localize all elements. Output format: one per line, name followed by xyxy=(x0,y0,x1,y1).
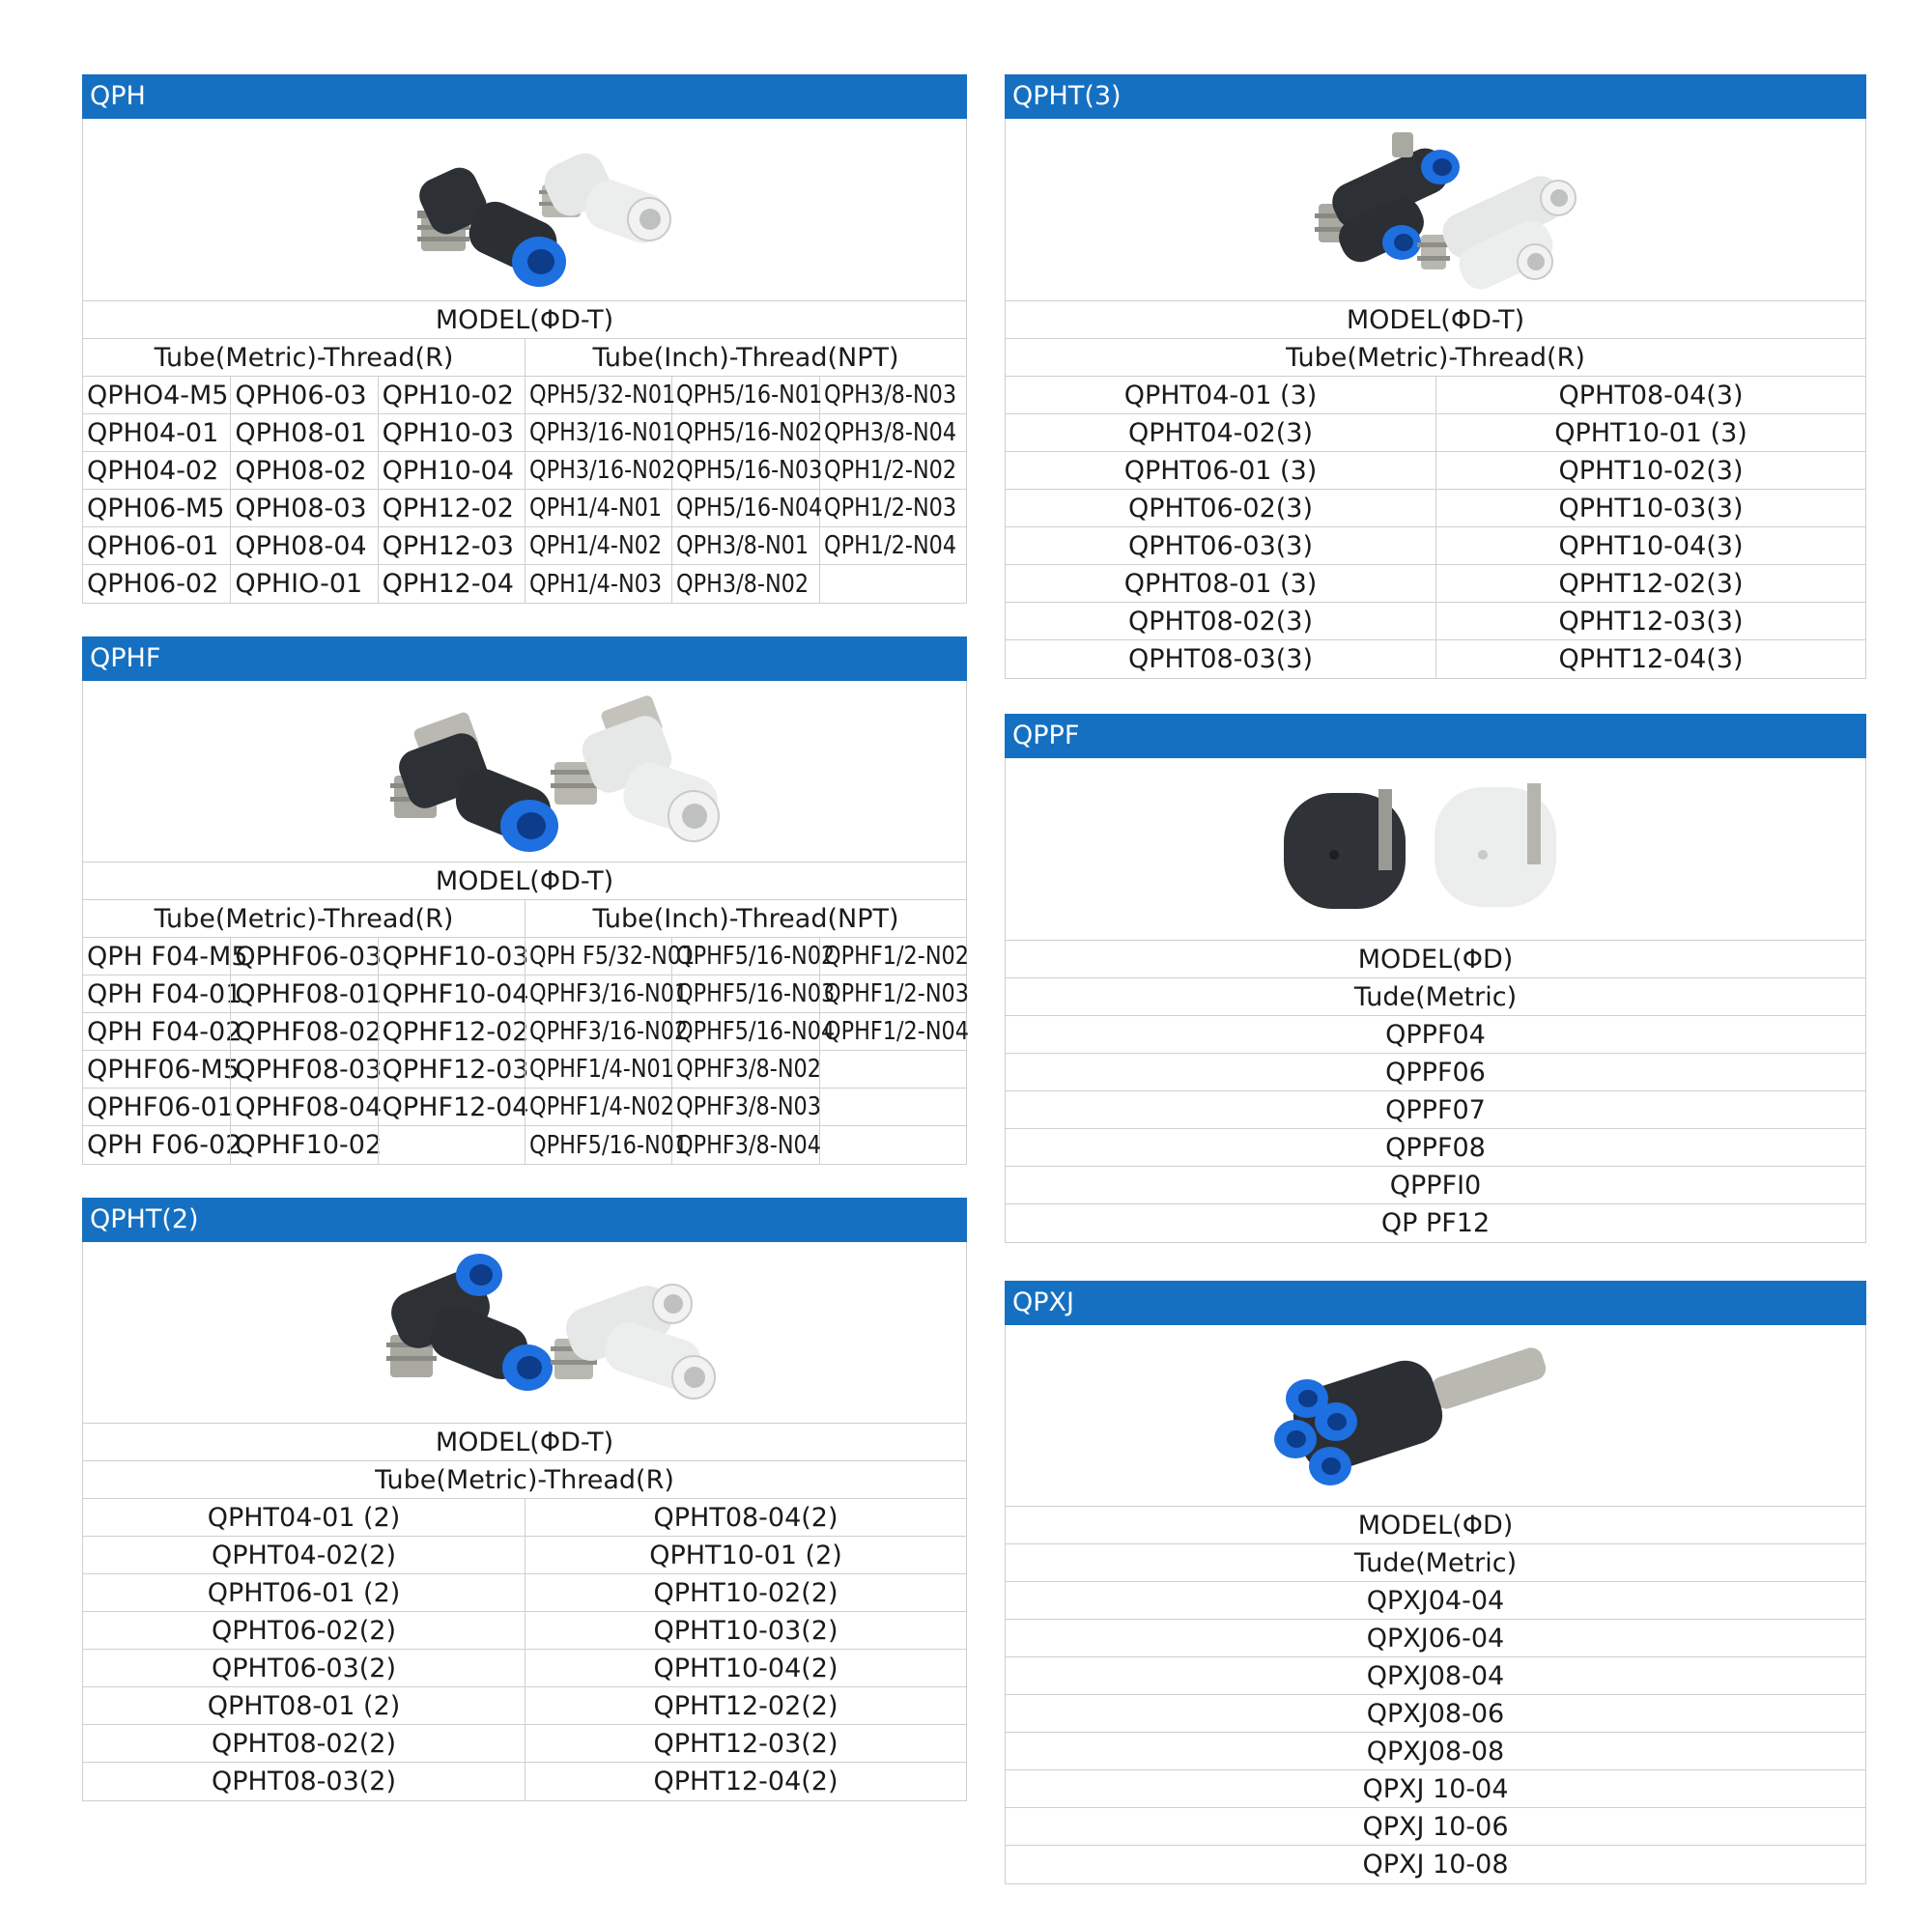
qph-cell xyxy=(671,527,818,564)
qpht2-cell: QPHT08-03(2) xyxy=(211,1767,397,1796)
qph-cell-text: QPH08-01 xyxy=(235,417,367,448)
qpht2-cell: QPHT08-02(2) xyxy=(211,1728,397,1759)
qphf-fittings-illustration xyxy=(83,681,966,862)
qpht3-row xyxy=(1006,565,1865,603)
qpxj-header-row xyxy=(1006,1544,1865,1582)
qpht2-panel xyxy=(82,1198,967,1801)
qpht3-row xyxy=(1006,527,1865,565)
qphf-cell xyxy=(525,1089,674,1125)
qphf-cell-text: QPHF10-03 xyxy=(382,941,529,972)
qppf-data-rows xyxy=(1006,1016,1865,1242)
qphf-cell-text: QPHF08-01 xyxy=(235,978,383,1009)
qphf-cell xyxy=(819,1051,966,1088)
qph-cell-text: QPH10-04 xyxy=(382,455,514,486)
qphf-cell xyxy=(819,1126,966,1164)
qpht3-model-label: MODEL(ΦD-T) xyxy=(1346,304,1525,335)
qppf-product-image xyxy=(1006,758,1865,941)
qph-cell xyxy=(378,527,525,564)
qphf-cell-text: QPH F04-01 xyxy=(87,978,242,1009)
qpht2-cell: QPHT06-03(2) xyxy=(211,1653,397,1683)
qph-cell-text: QPH1/2-N03 xyxy=(823,494,956,523)
qphf-table xyxy=(82,681,967,1165)
qppf-white-plug-icon xyxy=(1435,783,1556,907)
qpxj-cell: QPXJ06-04 xyxy=(1366,1623,1505,1654)
qppf-metric-header: Tude(Metric) xyxy=(1353,981,1518,1012)
qpht2-cell: QPHT08-04(2) xyxy=(525,1499,966,1536)
qph-cell xyxy=(378,452,525,489)
qphf-cell xyxy=(378,976,529,1012)
qpht3-row xyxy=(1006,414,1865,452)
qpxj-fitting-illustration xyxy=(1006,1325,1865,1506)
qpht3-cell: QPHT08-01 (3) xyxy=(1123,568,1318,599)
qphf-cell-text: QPHF08-04 xyxy=(235,1091,383,1122)
qpht2-title-bar: QPHT(2) xyxy=(82,1198,967,1242)
qpxj-cell: QPXJ08-04 xyxy=(1366,1660,1505,1691)
qphf-cell-text: QPHF1/4-N01 xyxy=(528,1055,674,1084)
qph-cell xyxy=(819,414,966,451)
qphf-panel xyxy=(82,636,967,1165)
qpxj-cell: QPXJ 10-08 xyxy=(1362,1850,1509,1880)
qph-cell-text: QPH06-03 xyxy=(235,380,367,410)
qph-cell-text: QPH3/16-N01 xyxy=(528,418,676,447)
qpht2-row xyxy=(83,1725,966,1763)
qppf-row xyxy=(1006,1016,1865,1054)
qph-cell-text: QPH10-02 xyxy=(382,380,514,410)
qph-cell xyxy=(525,414,676,451)
qphf-model-label: MODEL(ΦD-T) xyxy=(435,865,614,896)
qphf-data-rows xyxy=(83,938,969,1164)
qphf-cell-text: QPHF1/2-N03 xyxy=(823,979,969,1008)
qpht2-cell: QPHT12-04(2) xyxy=(525,1763,966,1800)
qph-cell-text: QPHIO-01 xyxy=(235,569,363,599)
qpht3-cell: QPHT08-04(3) xyxy=(1435,377,1865,413)
qpxj-row xyxy=(1006,1657,1865,1695)
qph-cell xyxy=(83,527,230,564)
qpxj-cell: QPXJ 10-06 xyxy=(1362,1811,1509,1842)
qppf-model-label: MODEL(ΦD) xyxy=(1357,944,1514,975)
qph-cell xyxy=(525,565,671,603)
qpxj-product-image xyxy=(1006,1325,1865,1507)
qph-cell xyxy=(230,490,377,526)
qphf-cell xyxy=(671,976,836,1012)
qph-cell-text: QPH12-02 xyxy=(382,493,514,523)
qphf-cell xyxy=(230,1089,383,1125)
qphf-cell-text: QPHF3/16-N01 xyxy=(528,979,689,1008)
qpht3-panel xyxy=(1005,74,1866,679)
qphf-cell-text: QPHF08-02 xyxy=(235,1016,383,1047)
qpht3-header-row xyxy=(1006,339,1865,377)
qppf-table xyxy=(1005,758,1866,1243)
qpht3-model-row xyxy=(1006,301,1865,339)
qphf-cell xyxy=(819,976,969,1012)
qphf-cell xyxy=(230,976,383,1012)
qphf-cell-text: QPHF3/8-N04 xyxy=(676,1130,822,1160)
qpht2-cell: QPHT10-01 (2) xyxy=(525,1537,966,1573)
qphf-cell-text: QPHF08-03 xyxy=(235,1054,383,1085)
qpht3-title-bar: QPHT(3) xyxy=(1005,74,1866,119)
qphf-cell xyxy=(378,1089,529,1125)
qph-cell xyxy=(83,565,230,603)
qphf-row xyxy=(83,1013,969,1051)
qpxj-data-rows xyxy=(1006,1582,1865,1883)
qph-row xyxy=(83,527,966,565)
qph-cell-text: QPH5/32-N01 xyxy=(528,381,676,410)
qphf-cell-text: QPHF5/16-N02 xyxy=(676,942,836,971)
qphf-cell-text: QPHF06-M5 xyxy=(87,1054,240,1085)
qppf-row xyxy=(1006,1204,1865,1242)
qpxj-row xyxy=(1006,1846,1865,1883)
qpht2-black-fitting-icon xyxy=(384,1254,553,1391)
qph-cell xyxy=(671,490,823,526)
qphf-cell-text: QPHF1/2-N02 xyxy=(823,942,969,971)
qpht3-row xyxy=(1006,490,1865,527)
qpht3-cell: QPHT12-04(3) xyxy=(1435,640,1865,678)
qpht2-cell: QPHT06-01 (2) xyxy=(207,1577,401,1608)
qphf-cell-text: QPHF5/16-N01 xyxy=(528,1130,689,1160)
qppf-model-row xyxy=(1006,941,1865,978)
qph-cell xyxy=(819,565,966,603)
qphf-cell xyxy=(83,1013,242,1050)
qphf-row xyxy=(83,1089,966,1126)
qph-row xyxy=(83,490,966,527)
qph-model-label: MODEL(ΦD-T) xyxy=(435,304,614,335)
qphf-cell-text: QPHF5/16-N04 xyxy=(676,1017,836,1046)
qph-metric-header: Tube(Metric)-Thread(R) xyxy=(154,342,454,373)
qpxj-cell: QPXJ04-04 xyxy=(1366,1585,1505,1616)
qph-cell-text: QPH08-02 xyxy=(235,455,367,486)
qph-cell xyxy=(83,490,230,526)
qph-product-image xyxy=(83,119,966,301)
qph-cell xyxy=(230,452,377,489)
qpht3-product-image xyxy=(1006,119,1865,301)
qpht3-cell: QPHT06-02(3) xyxy=(1127,493,1314,523)
qppf-plugs-illustration xyxy=(1006,758,1865,940)
qpht3-data-rows xyxy=(1006,377,1865,678)
qpht3-row xyxy=(1006,603,1865,640)
qpxj-fitting-icon xyxy=(1274,1344,1548,1485)
qph-cell-text: QPH5/16-N04 xyxy=(676,494,823,523)
qpht2-fittings-illustration xyxy=(83,1242,966,1423)
qphf-cell xyxy=(671,1089,822,1125)
qpht2-white-fitting-icon xyxy=(551,1280,715,1399)
qphf-cell xyxy=(525,1013,689,1050)
qpht2-row xyxy=(83,1763,966,1800)
qphf-cell-text: QPH F04-02 xyxy=(87,1016,242,1047)
qph-cell-text: QPH3/8-N01 xyxy=(676,531,810,560)
qphf-cell xyxy=(230,1013,383,1050)
qphf-cell xyxy=(378,938,529,975)
qph-cell-text: QPHO4-M5 xyxy=(87,380,229,410)
qphf-cell xyxy=(671,1013,836,1050)
qphf-cell xyxy=(671,1051,822,1088)
qppf-black-plug-icon xyxy=(1284,789,1406,909)
qppf-row xyxy=(1006,1091,1865,1129)
qphf-row xyxy=(83,976,969,1013)
qph-fittings-illustration xyxy=(83,119,966,300)
qphf-cell-text: QPHF1/4-N02 xyxy=(528,1092,674,1121)
qph-cell-text: QPH1/2-N02 xyxy=(823,456,956,485)
qppf-cell: QPPF07 xyxy=(1385,1094,1486,1125)
qphf-cell xyxy=(83,1126,242,1164)
qppf-row xyxy=(1006,1129,1865,1167)
qph-cell-text: QPH06-02 xyxy=(87,569,219,599)
qpht2-model-row xyxy=(83,1424,966,1461)
qpht3-row xyxy=(1006,377,1865,414)
qph-title-bar: QPH xyxy=(82,74,967,119)
qph-cell xyxy=(230,377,377,413)
qpht2-model-label: MODEL(ΦD-T) xyxy=(435,1427,614,1457)
qpht3-cell: QPHT10-02(3) xyxy=(1435,452,1865,489)
qphf-cell xyxy=(378,1126,525,1164)
qpht3-cell: QPHT04-02(3) xyxy=(1127,417,1314,448)
qphf-row xyxy=(83,938,969,976)
qpht2-product-image xyxy=(83,1242,966,1424)
qpxj-cell: QPXJ08-06 xyxy=(1366,1698,1505,1729)
qpht2-row xyxy=(83,1687,966,1725)
qpht2-cell: QPHT04-01 (2) xyxy=(207,1502,401,1533)
qph-cell-text: QPH06-M5 xyxy=(87,493,225,523)
qphf-cell-text: QPH F04-M5 xyxy=(87,941,248,972)
qpxj-row xyxy=(1006,1620,1865,1657)
qph-cell-text: QPH1/4-N01 xyxy=(528,494,663,523)
qph-cell-text: QPH1/4-N03 xyxy=(528,569,663,599)
qph-cell-text: QPH3/8-N03 xyxy=(823,381,956,410)
qpht3-cell: QPHT06-03(3) xyxy=(1127,530,1314,561)
qph-cell xyxy=(230,565,377,603)
qphf-cell-text: QPHF10-04 xyxy=(382,978,529,1009)
qphf-cell xyxy=(671,938,836,975)
qph-cell-text: QPH08-03 xyxy=(235,493,367,523)
qphf-cell xyxy=(525,938,696,975)
qph-cell xyxy=(83,414,230,451)
qpht3-cell: QPHT12-02(3) xyxy=(1435,565,1865,602)
qph-data-rows xyxy=(83,377,966,603)
qpht2-cell: QPHT06-02(2) xyxy=(211,1615,397,1646)
qph-cell xyxy=(378,490,525,526)
qphf-cell xyxy=(819,938,969,975)
qphf-cell xyxy=(378,1013,529,1050)
qpht2-cell: QPHT10-02(2) xyxy=(525,1574,966,1611)
qpht3-cell: QPHT08-03(3) xyxy=(1127,644,1314,674)
qphf-title-bar: QPHF xyxy=(82,636,967,681)
qph-cell xyxy=(671,565,818,603)
qppf-panel xyxy=(1005,714,1866,1243)
qphf-cell xyxy=(819,1089,966,1125)
qpht2-cell: QPHT12-03(2) xyxy=(525,1725,966,1762)
qphf-row xyxy=(83,1051,966,1089)
qpxj-title-bar: QPXJ xyxy=(1005,1281,1866,1325)
qpht2-row xyxy=(83,1499,966,1537)
qph-cell xyxy=(819,377,966,413)
qphf-black-fitting-icon xyxy=(390,711,558,852)
qph-cell xyxy=(671,377,823,413)
qph-cell xyxy=(378,377,525,413)
qppf-cell: QP PF12 xyxy=(1380,1208,1491,1238)
qppf-header-row xyxy=(1006,978,1865,1016)
qph-cell xyxy=(230,527,377,564)
qph-cell-text: QPH5/16-N01 xyxy=(676,381,823,410)
qphf-cell-text: QPHF1/2-N04 xyxy=(823,1017,969,1046)
qppf-cell: QPPF04 xyxy=(1385,1019,1486,1050)
qppf-cell: QPPF06 xyxy=(1385,1057,1486,1088)
qphf-header-row xyxy=(83,900,966,938)
qph-cell xyxy=(525,527,671,564)
qppf-cell: QPPF08 xyxy=(1385,1132,1486,1163)
qphf-cell-text: QPHF3/8-N03 xyxy=(676,1092,822,1121)
qph-cell xyxy=(819,490,966,526)
qphf-cell-text: QPHF12-02 xyxy=(382,1016,529,1047)
qpht3-cell: QPHT10-03(3) xyxy=(1435,490,1865,526)
qphf-cell xyxy=(378,1051,529,1088)
qph-cell xyxy=(525,452,676,489)
qpht3-metric-header: Tube(Metric)-Thread(R) xyxy=(1286,342,1585,373)
qph-cell xyxy=(83,377,230,413)
qpxj-panel xyxy=(1005,1281,1866,1884)
qph-table xyxy=(82,119,967,604)
qph-cell-text: QPH5/16-N03 xyxy=(676,456,823,485)
qppf-title-bar: QPPF xyxy=(1005,714,1866,758)
qph-cell-text: QPH04-01 xyxy=(87,417,219,448)
qpxj-table xyxy=(1005,1325,1866,1884)
qph-row xyxy=(83,414,966,452)
qphf-cell-text: QPHF06-01 xyxy=(87,1091,234,1122)
qpht3-cell: QPHT08-02(3) xyxy=(1127,606,1314,636)
qpht3-cell: QPHT10-04(3) xyxy=(1435,527,1865,564)
qpxj-cell: QPXJ 10-04 xyxy=(1362,1773,1509,1804)
qpht2-row xyxy=(83,1574,966,1612)
qphf-cell xyxy=(83,1089,234,1125)
qph-cell-text: QPH06-01 xyxy=(87,530,219,561)
qphf-cell xyxy=(83,938,248,975)
qphf-cell-text: QPHF5/16-N03 xyxy=(676,979,836,1008)
qphf-cell xyxy=(230,1126,383,1164)
qphf-cell-text: QPH F5/32-N01 xyxy=(528,942,696,971)
qpxj-model-row xyxy=(1006,1507,1865,1544)
qph-cell-text: QPH3/16-N02 xyxy=(528,456,676,485)
qph-cell-text: QPH5/16-N02 xyxy=(676,418,823,447)
qphf-white-fitting-icon xyxy=(551,694,724,841)
qpxj-model-label: MODEL(ΦD) xyxy=(1357,1510,1514,1541)
qphf-cell-text: QPHF10-02 xyxy=(235,1130,383,1160)
qphf-cell-text: QPH F06-02 xyxy=(87,1130,242,1160)
qpht3-cell: QPHT04-01 (3) xyxy=(1123,380,1318,410)
qph-cell xyxy=(378,565,525,603)
qph-cell xyxy=(525,377,676,413)
qphf-cell-text: QPHF3/8-N02 xyxy=(676,1055,822,1084)
qpht3-table xyxy=(1005,119,1866,679)
qph-cell xyxy=(819,527,966,564)
qphf-cell xyxy=(230,938,383,975)
qpht2-cell: QPHT12-02(2) xyxy=(525,1687,966,1724)
qpht2-cell: QPHT10-03(2) xyxy=(525,1612,966,1649)
qppf-row xyxy=(1006,1167,1865,1204)
qph-cell xyxy=(671,414,823,451)
qpxj-row xyxy=(1006,1733,1865,1770)
qph-cell-text: QPH08-04 xyxy=(235,530,367,561)
qph-row xyxy=(83,565,966,603)
qphf-cell-text: QPHF3/16-N02 xyxy=(528,1017,689,1046)
qpht2-table xyxy=(82,1242,967,1801)
qphf-product-image xyxy=(83,681,966,863)
qppf-row xyxy=(1006,1054,1865,1091)
qpht3-cell: QPHT10-01 (3) xyxy=(1435,414,1865,451)
qphf-cell xyxy=(83,1051,240,1088)
qph-cell xyxy=(230,414,377,451)
qph-cell-text: QPH12-03 xyxy=(382,530,514,561)
qph-cell xyxy=(819,452,966,489)
qphf-row xyxy=(83,1126,966,1164)
qpht3-fittings-illustration xyxy=(1006,119,1865,300)
qphf-cell-text: QPHF12-04 xyxy=(382,1091,529,1122)
qppf-cell: QPPFI0 xyxy=(1389,1170,1482,1201)
qph-cell xyxy=(378,414,525,451)
qph-cell xyxy=(671,452,823,489)
qpxj-row xyxy=(1006,1695,1865,1733)
qpht3-row xyxy=(1006,452,1865,490)
qpht2-cell: QPHT04-02(2) xyxy=(211,1540,397,1570)
qph-black-fitting-icon xyxy=(413,162,566,287)
qphf-cell-text: QPHF12-03 xyxy=(382,1054,529,1085)
qph-cell xyxy=(83,452,230,489)
qph-white-fitting-icon xyxy=(538,147,672,249)
qph-model-row xyxy=(83,301,966,339)
qphf-cell xyxy=(525,1051,674,1088)
qphf-cell-text: QPHF06-03 xyxy=(235,941,383,972)
qpxj-row xyxy=(1006,1808,1865,1846)
qpxj-row xyxy=(1006,1770,1865,1808)
qpht2-cell: QPHT08-01 (2) xyxy=(207,1690,401,1721)
qph-cell-text: QPH10-03 xyxy=(382,417,514,448)
qph-cell-text: QPH12-04 xyxy=(382,569,514,599)
qph-row xyxy=(83,452,966,490)
qpxj-row xyxy=(1006,1582,1865,1620)
qphf-cell xyxy=(671,1126,822,1164)
qph-cell-text: QPH1/4-N02 xyxy=(528,531,663,560)
qphf-cell xyxy=(819,1013,969,1050)
qph-cell-text: QPH3/8-N02 xyxy=(676,569,810,599)
qphf-cell xyxy=(525,976,689,1012)
qpht2-row xyxy=(83,1537,966,1574)
qpht3-cell: QPHT12-03(3) xyxy=(1435,603,1865,639)
qpht2-metric-header: Tube(Metric)-Thread(R) xyxy=(375,1464,674,1495)
qpht2-row xyxy=(83,1650,966,1687)
qpxj-cell: QPXJ08-08 xyxy=(1366,1736,1505,1767)
qpht2-header-row xyxy=(83,1461,966,1499)
qph-inch-header: Tube(Inch)-Thread(NPT) xyxy=(525,339,966,376)
qph-cell-text: QPH1/2-N04 xyxy=(823,531,956,560)
qph-header-row xyxy=(83,339,966,377)
qphf-cell xyxy=(230,1051,383,1088)
qpht2-row xyxy=(83,1612,966,1650)
qpht2-cell: QPHT10-04(2) xyxy=(525,1650,966,1686)
qphf-cell xyxy=(525,1126,689,1164)
qph-panel xyxy=(82,74,967,604)
qpxj-metric-header: Tude(Metric) xyxy=(1353,1547,1518,1578)
qpht3-cell: QPHT06-01 (3) xyxy=(1123,455,1318,486)
qphf-metric-header: Tube(Metric)-Thread(R) xyxy=(154,903,454,934)
qphf-inch-header: Tube(Inch)-Thread(NPT) xyxy=(525,900,966,937)
qphf-cell xyxy=(83,976,242,1012)
qph-cell-text: QPH04-02 xyxy=(87,455,219,486)
qpht3-row xyxy=(1006,640,1865,678)
qphf-model-row xyxy=(83,863,966,900)
qph-row xyxy=(83,377,966,414)
qpht2-data-rows xyxy=(83,1499,966,1800)
qph-cell-text: QPH3/8-N04 xyxy=(823,418,956,447)
qph-cell xyxy=(525,490,671,526)
